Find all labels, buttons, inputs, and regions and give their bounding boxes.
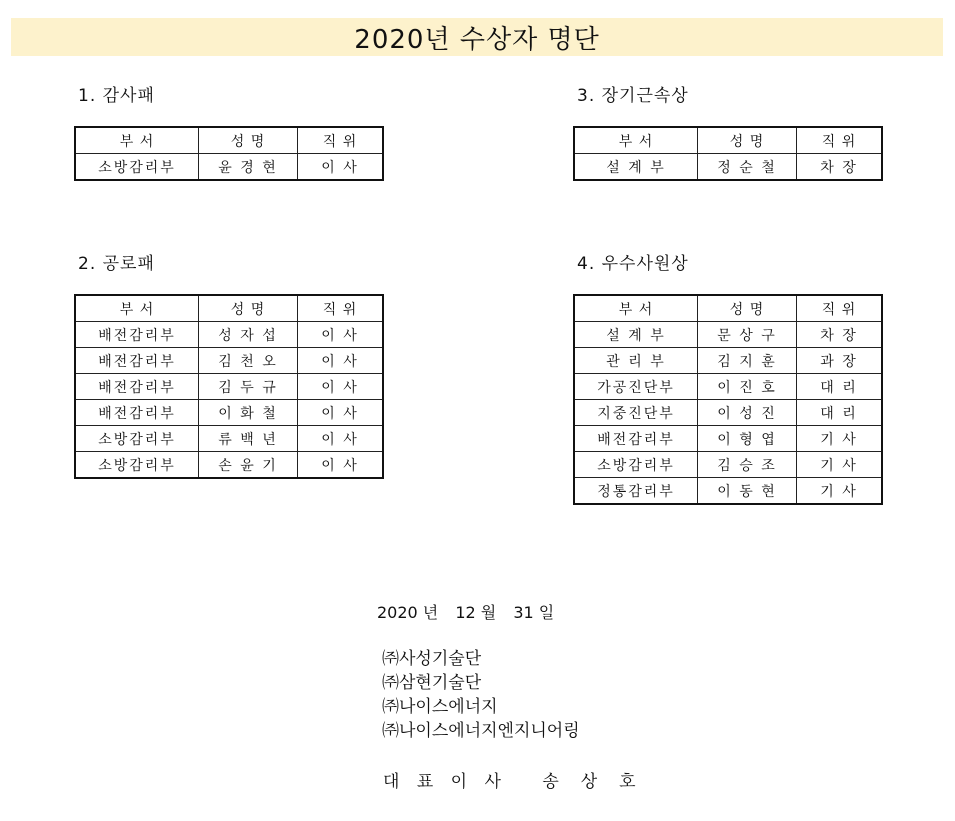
cell-position: 기 사 <box>797 452 883 478</box>
cell-name: 이 성 진 <box>698 400 797 426</box>
header-dept: 부 서 <box>75 295 199 322</box>
cell-position: 기 사 <box>797 426 883 452</box>
section-heading-2: 2. 공로패 <box>78 254 155 274</box>
cell-position: 이 사 <box>298 452 384 479</box>
table-header-row <box>574 127 882 154</box>
table-row <box>574 426 882 452</box>
award-table-1 <box>74 126 384 181</box>
header-position: 직 위 <box>298 295 384 322</box>
table-row <box>574 452 882 478</box>
cell-position: 대 리 <box>797 374 883 400</box>
table-row <box>75 426 383 452</box>
header-name: 성 명 <box>698 295 797 322</box>
section-heading-4: 4. 우수사원상 <box>577 254 689 274</box>
table-row <box>75 154 383 181</box>
section-heading-3: 3. 장기근속상 <box>577 86 689 106</box>
cell-dept: 배전감리부 <box>75 374 199 400</box>
cell-name: 김 승 조 <box>698 452 797 478</box>
cell-name: 이 형 엽 <box>698 426 797 452</box>
table-header-row <box>574 295 882 322</box>
table-row <box>574 374 882 400</box>
cell-name: 김 천 오 <box>199 348 298 374</box>
cell-name: 정 순 철 <box>698 154 797 181</box>
cell-position: 이 사 <box>298 426 384 452</box>
table-row <box>75 452 383 479</box>
cell-name: 문 상 구 <box>698 322 797 348</box>
cell-position: 차 장 <box>797 322 883 348</box>
company-list <box>382 647 580 743</box>
company-name: ㈜사성기술단 <box>382 649 482 669</box>
table-row <box>75 374 383 400</box>
header-dept: 부 서 <box>574 295 698 322</box>
cell-dept: 소방감리부 <box>75 426 199 452</box>
header-position: 직 위 <box>298 127 384 154</box>
cell-dept: 배전감리부 <box>75 400 199 426</box>
date-month: 12 월 <box>455 603 497 622</box>
table-row <box>75 400 383 426</box>
table-row <box>574 348 882 374</box>
table-header-row <box>75 295 383 322</box>
company-name: ㈜나이스에너지엔지니어링 <box>382 721 580 741</box>
award-date <box>377 600 566 623</box>
table-row <box>574 154 882 181</box>
cell-dept: 가공진단부 <box>574 374 698 400</box>
cell-name: 이 동 현 <box>698 478 797 505</box>
cell-dept: 소방감리부 <box>75 452 199 479</box>
company-name: ㈜나이스에너지 <box>382 697 498 717</box>
header-dept: 부 서 <box>574 127 698 154</box>
cell-position: 이 사 <box>298 322 384 348</box>
table-header-row <box>75 127 383 154</box>
header-position: 직 위 <box>797 295 883 322</box>
cell-dept: 소방감리부 <box>574 452 698 478</box>
page-title: 2020년 수상자 명단 <box>354 24 600 55</box>
cell-position: 대 리 <box>797 400 883 426</box>
cell-name: 이 화 철 <box>199 400 298 426</box>
cell-name: 이 진 호 <box>698 374 797 400</box>
cell-dept: 설 계 부 <box>574 322 698 348</box>
cell-dept: 관 리 부 <box>574 348 698 374</box>
cell-position: 과 장 <box>797 348 883 374</box>
cell-name: 류 백 년 <box>199 426 298 452</box>
representative-title: 대 표 이 사 <box>383 772 507 792</box>
cell-dept: 소방감리부 <box>75 154 199 181</box>
table-row <box>574 322 882 348</box>
table-row <box>574 478 882 505</box>
cell-dept: 설 계 부 <box>574 154 698 181</box>
award-table-3 <box>573 126 883 181</box>
company-name: ㈜삼현기술단 <box>382 673 482 693</box>
award-table-2 <box>74 294 384 479</box>
cell-position: 이 사 <box>298 400 384 426</box>
cell-name: 윤 경 현 <box>199 154 298 181</box>
cell-position: 이 사 <box>298 154 384 181</box>
cell-position: 기 사 <box>797 478 883 505</box>
table-row <box>574 400 882 426</box>
cell-dept: 배전감리부 <box>75 322 199 348</box>
representative-name: 송상호 <box>542 772 658 792</box>
cell-position: 차 장 <box>797 154 883 181</box>
cell-name: 김 지 훈 <box>698 348 797 374</box>
table-row <box>75 348 383 374</box>
date-year: 2020 년 <box>377 603 439 622</box>
header-name: 성 명 <box>698 127 797 154</box>
cell-dept: 배전감리부 <box>574 426 698 452</box>
cell-dept: 배전감리부 <box>75 348 199 374</box>
header-name: 성 명 <box>199 295 298 322</box>
header-name: 성 명 <box>199 127 298 154</box>
cell-name: 성 자 섭 <box>199 322 298 348</box>
header-position: 직 위 <box>797 127 883 154</box>
title-banner <box>11 18 943 56</box>
cell-position: 이 사 <box>298 374 384 400</box>
cell-name: 김 두 규 <box>199 374 298 400</box>
table-row <box>75 322 383 348</box>
section-heading-1: 1. 감사패 <box>78 86 155 106</box>
representative-line <box>383 767 658 792</box>
date-day: 31 일 <box>513 603 555 622</box>
award-table-4 <box>573 294 883 505</box>
cell-name: 손 윤 기 <box>199 452 298 479</box>
cell-dept: 지중진단부 <box>574 400 698 426</box>
cell-position: 이 사 <box>298 348 384 374</box>
cell-dept: 정통감리부 <box>574 478 698 505</box>
header-dept: 부 서 <box>75 127 199 154</box>
